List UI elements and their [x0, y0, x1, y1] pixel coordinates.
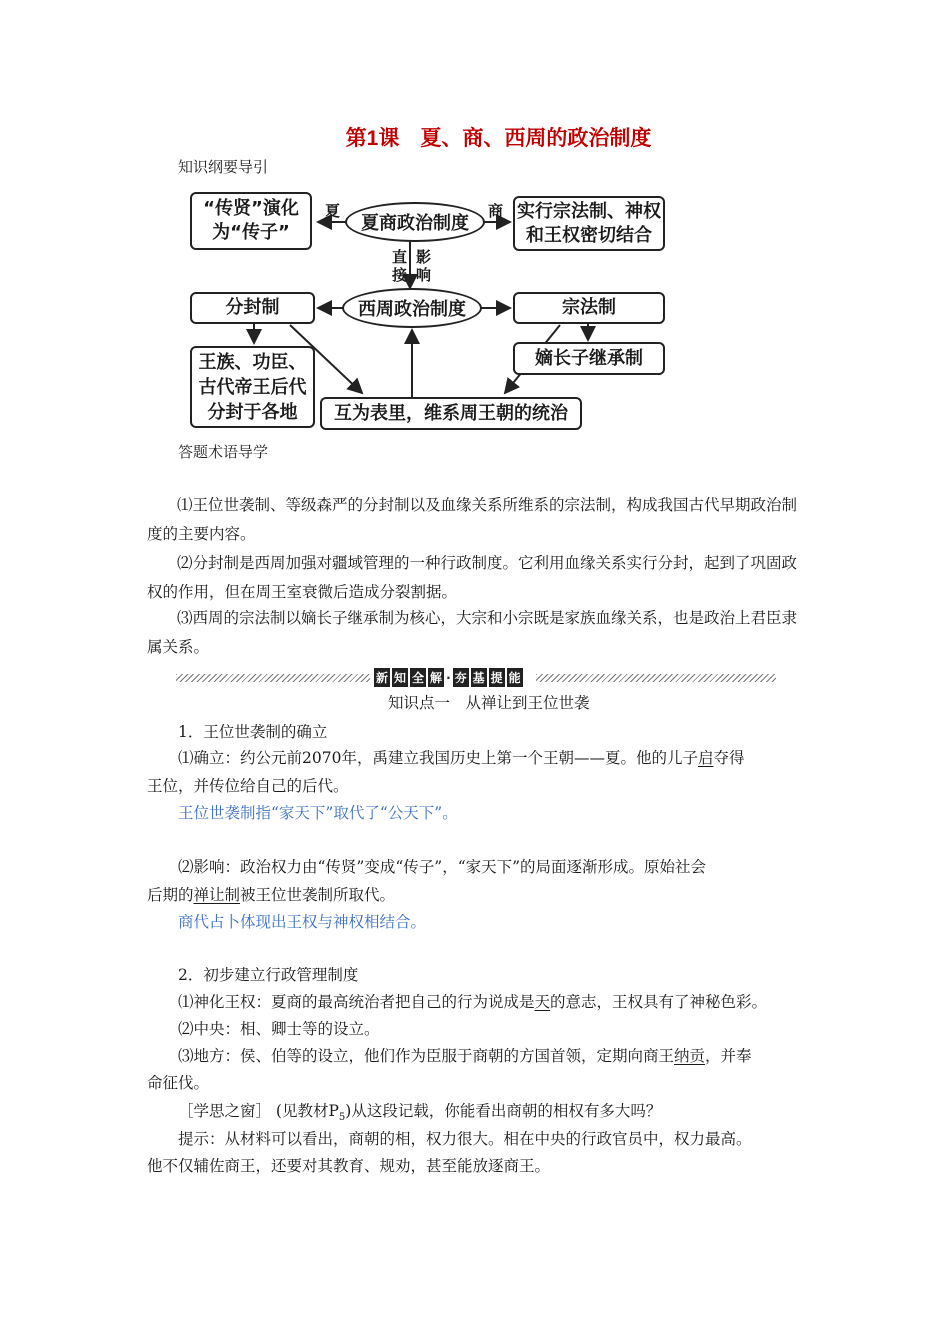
study-window-question: ［学思之窗］ (见教材$P_5$)从这段记载，你能看出商朝的相权有多大吗？: [178, 1102, 662, 1124]
section-banner: [176, 668, 776, 688]
underlined-term: 禅让制: [193, 886, 241, 904]
banner-rule-left: [176, 674, 370, 682]
s1-paragraph-2-line2: 后期的禅让制被王位世袭制所取代。: [147, 886, 396, 904]
underlined-term: 天: [534, 993, 551, 1011]
box-zongfazhi: 宗法制: [513, 292, 665, 324]
box-fenfeng: 分封制: [190, 292, 315, 324]
banner-rule-right: [536, 674, 776, 682]
s1-paragraph-2-line1: ⑵影响：政治权力由“传贤”变成“传子”，“家天下”的局面逐渐形成。原始社会: [178, 858, 707, 876]
knowledge-diagram: [0, 0, 950, 440]
box-chuanxian-to-chuanzi: “传贤”演化为“传子”: [190, 192, 312, 250]
banner-char: 新: [374, 668, 390, 687]
s2-paragraph-3-line2: 命征伐。: [147, 1074, 210, 1092]
s1-paragraph-1-line2: 王位，并传位给自己的后代。: [147, 777, 349, 795]
banner-char: 夯: [453, 668, 469, 687]
label-xia: 夏: [325, 202, 341, 220]
s2-paragraph-3-line1: ⑶地方：侯、伯等的设立，他们作为臣服于商朝的方国首领，定期向商王纳贡，并奉: [178, 1047, 752, 1065]
s2-paragraph-1: ⑴神化王权：夏商的最高统治者把自己的行为说成是天的意志，王权具有了神秘色彩。: [178, 993, 768, 1011]
label-zhijie: 直接: [392, 248, 408, 284]
banner-char: 基: [471, 668, 487, 687]
oval-xia-shang-system: 夏商政治制度: [345, 202, 485, 242]
section-2-heading: 2．初步建立行政管理制度: [178, 966, 359, 984]
banner-dot: ·: [446, 670, 451, 685]
label-yingxiang: 影响: [416, 248, 432, 284]
outline-label: 知识纲要导引: [178, 158, 269, 176]
label-shang: 商: [488, 202, 504, 220]
term-paragraph-3: ⑶西周的宗法制以嫡长子继承制为核心，大宗和小宗既是家族血缘关系，也是政治上君臣隶属关系。: [147, 609, 798, 656]
s2-paragraph-2: ⑵中央：相、卿士等的设立。: [178, 1020, 380, 1038]
box-dizhangzi: 嫡长子继承制: [513, 342, 665, 375]
box-huwei-biaoli: 互为表里，维系周王朝的统治: [320, 397, 582, 430]
banner-char: 提: [489, 668, 505, 687]
banner-char: 全: [410, 668, 426, 687]
underlined-term: 启: [697, 749, 714, 767]
section-1-heading: 1．王位世袭制的确立: [178, 723, 328, 741]
terms-label: 答题术语导学: [178, 443, 269, 461]
s1-note-2: 商代占卜体现出王权与神权相结合。: [178, 913, 427, 931]
hint-line-2: 他不仅辅佐商王，还要对其教育、规劝，甚至能放逐商王。: [147, 1157, 551, 1175]
banner-char: 知: [392, 668, 408, 687]
banner-char: 解: [428, 668, 444, 687]
s1-note: 王位世袭制指“家天下”取代了“公天下”。: [178, 804, 458, 822]
banner-tag: [374, 668, 523, 687]
knowledge-point-title: 知识点一 从禅让到王位世袭: [388, 694, 590, 712]
s1-paragraph-1-line1: ⑴确立：约公元前2070年，禹建立我国历史上第一个王朝——夏。他的儿子启夺得: [178, 749, 745, 767]
hint-line-1: 提示：从材料可以看出，商朝的相，权力很大。相在中央的行政官员中，权力最高。: [178, 1130, 752, 1148]
box-zongfa-shenquan: 实行宗法制、神权和王权密切结合: [513, 196, 665, 251]
oval-xizhou-system: 西周政治制度: [342, 288, 482, 328]
page-title: 第1课 夏、商、西周的政治制度: [345, 127, 652, 150]
underlined-term: 纳贡: [674, 1047, 706, 1065]
banner-char: 能: [507, 668, 523, 687]
term-paragraph-2: ⑵分封制是西周加强对疆域管理的一种行政制度。它利用血缘关系实行分封，起到了巩固政权的作用，但在周王室衰微后造成分裂割据。: [147, 554, 798, 601]
term-paragraph-1: ⑴王位世袭制、等级森严的分封制以及血缘关系所维系的宗法制，构成我国古代早期政治制度的主要内容。: [147, 496, 798, 543]
box-wangzu-fenfeng: 王族、功臣、古代帝王后代分封于各地: [190, 346, 315, 428]
